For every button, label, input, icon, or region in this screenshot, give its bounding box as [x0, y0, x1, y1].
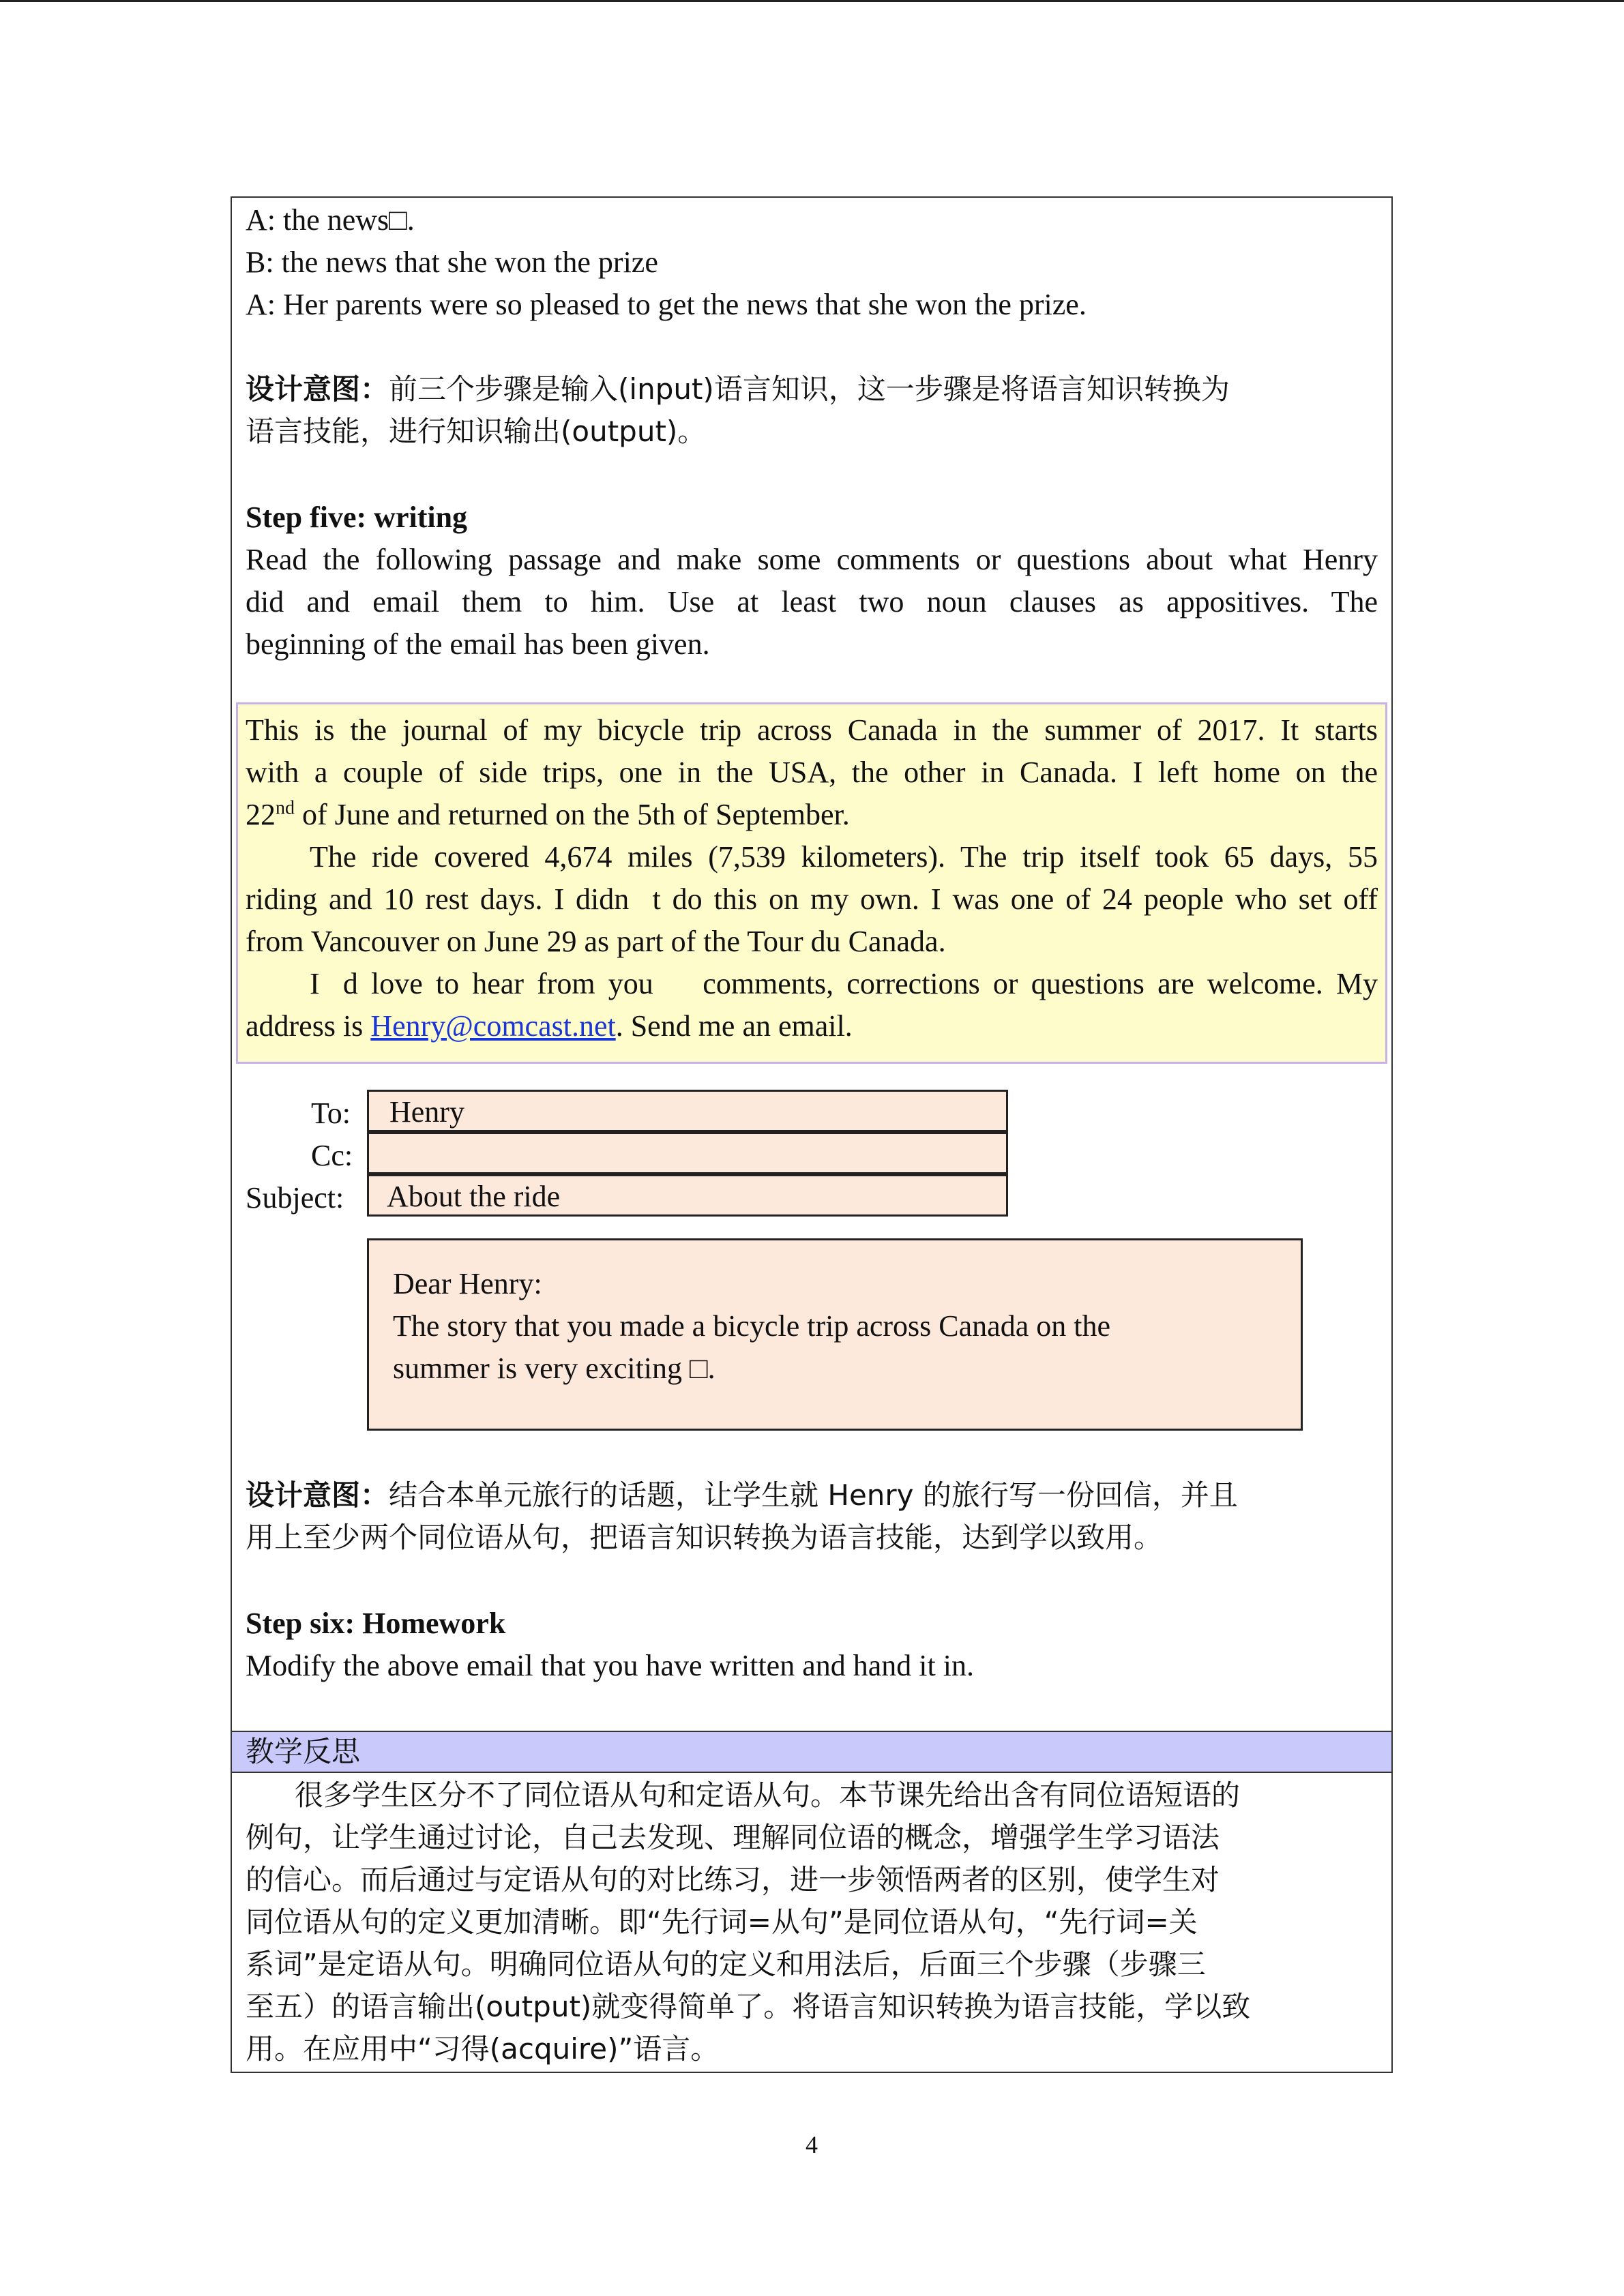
passage-line-6: from Vancouver on June 29 as part of the Tour du Canada. [246, 925, 946, 958]
subject-label: Subject: [246, 1181, 344, 1214]
reflection-line-1: 很多学生区分不了同位语从句和定语从句。本节课先给出含有同位语短语的 [295, 1778, 1241, 1812]
reflection-line-6: 至五）的语言输出(output)就变得简单了。将语言知识转换为语言技能，学以致 [246, 1990, 1251, 2023]
reflection-line-7: 用。在应用中“习得(acquire)”语言。 [246, 2032, 720, 2066]
cc-label: Cc: [311, 1139, 353, 1172]
step-five-line-1: Read the following passage and make some comments or questions about what Henry [246, 543, 1378, 576]
passage-line-8: address is Henry@comcast.net. Send me an email. [246, 1009, 853, 1043]
reflection-line-4: 同位语从句的定义更加清晰。即“先行词=从句”是同位语从句，“先行词=关 [246, 1905, 1198, 1939]
step-five-heading: Step five: writing [246, 501, 468, 534]
step-five-line-3: beginning of the email has been given. [246, 627, 710, 661]
reflection-line-2: 例句，让学生通过讨论，自己去发现、理解同位语的概念，增强学生学习语法 [246, 1821, 1220, 1854]
dialogue-line-1: A: the news□. [246, 203, 415, 237]
email-salutation: Dear Henry: [393, 1267, 542, 1300]
design-intent-1-line-2: 语言技能，进行知识输出(output)。 [246, 415, 707, 448]
design-intent-1-line-1: 设计意图：前三个步骤是输入(input)语言知识，这一步骤是将语言知识转换为 [246, 372, 1230, 406]
cc-field[interactable] [367, 1132, 1008, 1174]
step-five-line-2: did and email them to him. Use at least two noun clauses as appositives. The [246, 585, 1378, 618]
passage-line-4: The ride covered 4,674 miles (7,539 kilometers). The trip itself took 65 days, 55 [310, 840, 1378, 874]
passage-line-1: This is the journal of my bicycle trip across Canada in the summer of 2017. It starts [246, 713, 1378, 747]
page-number: 4 [806, 2131, 818, 2158]
design-intent-1-label: 设计意图： [246, 372, 389, 406]
subject-field[interactable] [367, 1174, 1008, 1217]
to-field[interactable] [367, 1090, 1008, 1132]
reflection-header-bar [232, 1731, 1391, 1773]
ordinal-suffix: nd [276, 797, 295, 819]
step-six-heading: Step six: Homework [246, 1607, 506, 1640]
email-address-link[interactable]: Henry@comcast.net [370, 1009, 616, 1043]
step-six-line-1: Modify the above email that you have written and hand it in. [246, 1649, 974, 1682]
reflection-line-3: 的信心。而后通过与定语从句的对比练习，进一步领悟两者的区别，使学生对 [246, 1863, 1220, 1896]
email-body-line-1: The story that you made a bicycle trip across Canada on the [393, 1309, 1110, 1343]
to-label: To: [311, 1097, 351, 1130]
top-rule [0, 0, 1624, 2]
dialogue-line-2: B: the news that she won the prize [246, 245, 658, 279]
design-intent-2-line-2: 用上至少两个同位语从句，把语言知识转换为语言技能，达到学以致用。 [246, 1521, 1163, 1554]
reflection-title: 教学反思 [246, 1735, 361, 1768]
to-field-value: Henry [389, 1095, 464, 1129]
passage-line-2: with a couple of side trips, one in the USA, the other in Canada. I left home on the [246, 756, 1378, 789]
design-intent-2-label: 设计意图： [246, 1478, 389, 1512]
reflection-line-5: 系词”是定语从句。明确同位语从句的定义和用法后，后面三个步骤（步骤三 [246, 1948, 1206, 1981]
design-intent-2-line-1: 设计意图：结合本单元旅行的话题，让学生就 Henry 的旅行写一份回信，并且 [246, 1478, 1238, 1512]
email-body-line-2: summer is very exciting □. [393, 1352, 715, 1385]
passage-line-5: riding and 10 rest days. I didn t do this on my own. I was one of 24 people who set off [246, 882, 1378, 916]
dialogue-line-3: A: Her parents were so pleased to get the news that she won the prize. [246, 288, 1087, 321]
subject-field-value: About the ride [387, 1180, 561, 1213]
passage-line-7: I d love to hear from you   comments, corrections or questions are welcome. My [310, 967, 1378, 1000]
passage-line-3: 22nd of June and returned on the 5th of September. [246, 797, 850, 831]
